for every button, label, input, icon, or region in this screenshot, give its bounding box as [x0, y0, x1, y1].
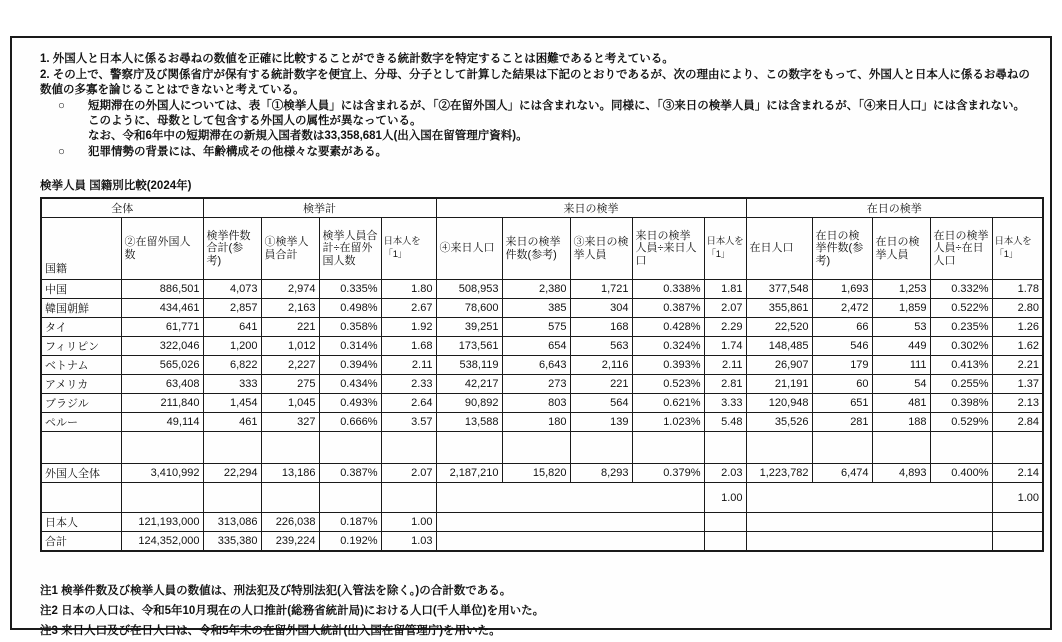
data-cell: 139 — [570, 413, 632, 432]
note-circle — [40, 99, 1040, 144]
data-cell: 538,119 — [436, 356, 502, 375]
empty-cell — [704, 432, 746, 464]
empty-cell — [436, 432, 502, 464]
data-cell: 377,548 — [746, 280, 812, 299]
data-cell: 0.621% — [632, 394, 704, 413]
data-cell: 886,501 — [121, 280, 203, 299]
data-cell: 2.03 — [704, 464, 746, 483]
data-cell: 188 — [872, 413, 930, 432]
baseline-value: 1.00 — [704, 483, 746, 513]
data-cell: 4,893 — [872, 464, 930, 483]
empty-cell — [812, 432, 872, 464]
column-header: 来日の検挙件数(参考) — [502, 218, 570, 280]
empty-cell — [746, 432, 812, 464]
data-cell: 333 — [203, 375, 261, 394]
empty-cell — [632, 432, 704, 464]
empty-cell — [203, 483, 261, 513]
data-cell: 313,086 — [203, 513, 261, 532]
data-cell: 15,820 — [502, 464, 570, 483]
row-label: 日本人 — [41, 513, 121, 532]
data-cell: 1.81 — [704, 280, 746, 299]
merged-empty-cell — [436, 513, 704, 532]
merged-empty-cell — [746, 483, 992, 513]
table-row — [41, 356, 1043, 375]
data-cell: 1.03 — [381, 532, 436, 552]
data-cell: 335,380 — [203, 532, 261, 552]
row-label: アメリカ — [41, 375, 121, 394]
note: 注1 検挙件数及び検挙人員の数値は、刑法犯及び特別法犯(入管法を除く。)の合計数である。 — [40, 585, 512, 597]
data-cell: 148,485 — [746, 337, 812, 356]
data-cell: 654 — [502, 337, 570, 356]
column-header: 日本人を「1」 — [381, 218, 436, 280]
data-cell: 0.335% — [319, 280, 381, 299]
data-cell: 173,561 — [436, 337, 502, 356]
table-row — [41, 532, 1043, 552]
data-cell: 2.80 — [992, 299, 1043, 318]
row-label: 中国 — [41, 280, 121, 299]
row-label: 韓国朝鮮 — [41, 299, 121, 318]
data-cell: 124,352,000 — [121, 532, 203, 552]
statistics-table — [40, 197, 1044, 552]
column-header: 検挙件数合計(参考) — [203, 218, 261, 280]
column-header: 在日人口 — [746, 218, 812, 280]
data-cell: 6,822 — [203, 356, 261, 375]
row-label: タイ — [41, 318, 121, 337]
data-cell: 0.324% — [632, 337, 704, 356]
empty-cell — [121, 483, 203, 513]
data-cell: 2,472 — [812, 299, 872, 318]
note-line: このように、母数として包含する外国人の属性が異なっている。 — [88, 115, 422, 127]
data-cell: 2.07 — [381, 464, 436, 483]
data-cell: 0.394% — [319, 356, 381, 375]
table-row — [41, 299, 1043, 318]
empty-cell — [502, 432, 570, 464]
data-cell: 546 — [812, 337, 872, 356]
empty-cell — [704, 513, 746, 532]
row-label: ペルー — [41, 413, 121, 432]
data-cell: 49,114 — [121, 413, 203, 432]
data-cell: 449 — [872, 337, 930, 356]
circle-marker: ○ — [58, 100, 65, 112]
column-header: ③来日の検挙人員 — [570, 218, 632, 280]
data-cell: 0.413% — [930, 356, 992, 375]
data-cell: 651 — [812, 394, 872, 413]
data-cell: 78,600 — [436, 299, 502, 318]
table-row — [41, 394, 1043, 413]
group-header: 全体 — [41, 198, 203, 218]
data-cell: 3,410,992 — [121, 464, 203, 483]
baseline-value: 1.00 — [992, 483, 1043, 513]
column-header: ④来日人口 — [436, 218, 502, 280]
data-cell: 0.393% — [632, 356, 704, 375]
data-cell: 63,408 — [121, 375, 203, 394]
merged-empty-cell — [436, 483, 704, 513]
merged-empty-cell — [746, 513, 992, 532]
table-row — [41, 318, 1043, 337]
empty-cell — [381, 432, 436, 464]
data-cell: 1,045 — [261, 394, 319, 413]
empty-cell — [992, 532, 1043, 552]
data-cell: 2,227 — [261, 356, 319, 375]
data-cell: 275 — [261, 375, 319, 394]
data-cell: 281 — [812, 413, 872, 432]
table-row — [41, 375, 1043, 394]
empty-cell — [704, 532, 746, 552]
group-header: 検挙計 — [203, 198, 436, 218]
data-cell: 2.11 — [381, 356, 436, 375]
top-notes — [40, 52, 1040, 160]
data-cell: 179 — [812, 356, 872, 375]
data-cell: 434,461 — [121, 299, 203, 318]
data-cell: 0.358% — [319, 318, 381, 337]
note: 2. その上で、警察庁及び関係省庁が保有する統計数字を便宜上、分母、分子として計算した結果は下記のとおりであるが、次の理由により、この数字をもって、外国人と日本人に係るお尋ねの数値の多寡を論じることはできないと考えている。 — [40, 69, 1030, 96]
data-cell: 0.400% — [930, 464, 992, 483]
data-cell: 0.522% — [930, 299, 992, 318]
data-cell: 226,038 — [261, 513, 319, 532]
data-cell: 565,026 — [121, 356, 203, 375]
table-row — [41, 413, 1043, 432]
empty-cell — [872, 432, 930, 464]
column-header: 国籍 — [41, 218, 121, 280]
data-cell: 5.48 — [704, 413, 746, 432]
empty-cell — [121, 432, 203, 464]
merged-empty-cell — [436, 532, 704, 552]
table-row — [41, 513, 1043, 532]
data-cell: 322,046 — [121, 337, 203, 356]
data-cell: 803 — [502, 394, 570, 413]
data-cell: 304 — [570, 299, 632, 318]
data-cell: 385 — [502, 299, 570, 318]
table-row — [41, 337, 1043, 356]
column-header: ①検挙人員合計 — [261, 218, 319, 280]
data-cell: 6,643 — [502, 356, 570, 375]
data-cell: 0.332% — [930, 280, 992, 299]
data-cell: 1.74 — [704, 337, 746, 356]
data-cell: 4,073 — [203, 280, 261, 299]
merged-empty-cell — [746, 532, 992, 552]
note-line: なお、令和6年中の短期滞在の新規入国者数は33,358,681人(出入国在留管理庁資料)。 — [88, 130, 528, 142]
data-cell: 0.338% — [632, 280, 704, 299]
data-cell: 641 — [203, 318, 261, 337]
data-cell: 2.13 — [992, 394, 1043, 413]
column-header: 日本人を「1」 — [992, 218, 1043, 280]
data-cell: 1.78 — [992, 280, 1043, 299]
data-cell: 508,953 — [436, 280, 502, 299]
column-header: 来日の検挙人員÷来日人口 — [632, 218, 704, 280]
data-cell: 3.33 — [704, 394, 746, 413]
data-cell: 13,186 — [261, 464, 319, 483]
note: 1. 外国人と日本人に係るお尋ねの数値を正確に比較することができる統計数字を特定することは困難であると考えている。 — [40, 53, 674, 65]
data-cell: 1,859 — [872, 299, 930, 318]
data-cell: 2,116 — [570, 356, 632, 375]
column-header: 在日の検挙人員÷在日人口 — [930, 218, 992, 280]
data-cell: 2,163 — [261, 299, 319, 318]
empty-cell — [41, 483, 121, 513]
empty-cell — [261, 483, 319, 513]
data-cell: 0.387% — [632, 299, 704, 318]
data-cell: 66 — [812, 318, 872, 337]
data-cell: 1.80 — [381, 280, 436, 299]
data-cell: 564 — [570, 394, 632, 413]
note-text — [88, 99, 1040, 144]
empty-cell — [570, 432, 632, 464]
data-cell: 355,861 — [746, 299, 812, 318]
data-cell: 273 — [502, 375, 570, 394]
data-cell: 22,520 — [746, 318, 812, 337]
data-cell: 0.493% — [319, 394, 381, 413]
data-cell: 0.314% — [319, 337, 381, 356]
data-cell: 22,294 — [203, 464, 261, 483]
data-cell: 1.023% — [632, 413, 704, 432]
circle-marker: ○ — [58, 146, 65, 158]
data-cell: 2.11 — [704, 356, 746, 375]
data-cell: 2,857 — [203, 299, 261, 318]
data-cell: 39,251 — [436, 318, 502, 337]
table-row — [41, 464, 1043, 483]
data-cell: 0.498% — [319, 299, 381, 318]
note: 注3 来日人口及び在日人口は、令和5年末の在留外国人統計(出入国在留管理庁)を用いた。 — [40, 625, 501, 637]
empty-cell — [319, 483, 381, 513]
data-cell: 21,191 — [746, 375, 812, 394]
data-cell: 211,840 — [121, 394, 203, 413]
data-cell: 26,907 — [746, 356, 812, 375]
data-cell: 0.255% — [930, 375, 992, 394]
data-cell: 1,721 — [570, 280, 632, 299]
column-header-row — [41, 218, 1043, 280]
column-header: 日本人を「1」 — [704, 218, 746, 280]
column-header: ②在留外国人数 — [121, 218, 203, 280]
data-cell: 0.379% — [632, 464, 704, 483]
data-cell: 0.428% — [632, 318, 704, 337]
data-cell: 2.81 — [704, 375, 746, 394]
data-cell: 0.387% — [319, 464, 381, 483]
data-cell: 35,526 — [746, 413, 812, 432]
empty-cell — [261, 432, 319, 464]
data-cell: 1,223,782 — [746, 464, 812, 483]
data-cell: 42,217 — [436, 375, 502, 394]
data-cell: 1.00 — [381, 513, 436, 532]
data-cell: 1.26 — [992, 318, 1043, 337]
group-header: 在日の検挙 — [746, 198, 1043, 218]
empty-cell — [41, 432, 121, 464]
data-cell: 1.37 — [992, 375, 1043, 394]
row-label: ベトナム — [41, 356, 121, 375]
data-cell: 1.68 — [381, 337, 436, 356]
data-cell: 1,693 — [812, 280, 872, 299]
column-header: 検挙人員合計÷在留外国人数 — [319, 218, 381, 280]
column-header: 在日の検挙件数(参考) — [812, 218, 872, 280]
group-header-row — [41, 198, 1043, 218]
data-cell: 121,193,000 — [121, 513, 203, 532]
data-cell: 0.192% — [319, 532, 381, 552]
data-cell: 0.187% — [319, 513, 381, 532]
spacer-row — [41, 432, 1043, 464]
data-cell: 90,892 — [436, 394, 502, 413]
data-cell: 53 — [872, 318, 930, 337]
data-cell: 1,454 — [203, 394, 261, 413]
scanned-document — [10, 36, 1052, 637]
data-cell: 0.434% — [319, 375, 381, 394]
data-cell: 239,224 — [261, 532, 319, 552]
data-cell: 563 — [570, 337, 632, 356]
data-cell: 0.398% — [930, 394, 992, 413]
empty-cell — [930, 432, 992, 464]
data-cell: 221 — [570, 375, 632, 394]
data-cell: 54 — [872, 375, 930, 394]
data-cell: 1,253 — [872, 280, 930, 299]
data-cell: 2.84 — [992, 413, 1043, 432]
data-cell: 481 — [872, 394, 930, 413]
data-cell: 1.92 — [381, 318, 436, 337]
data-cell: 111 — [872, 356, 930, 375]
row-label: ブラジル — [41, 394, 121, 413]
note-text — [88, 145, 1040, 160]
row-label: 外国人全体 — [41, 464, 121, 483]
data-cell: 2.07 — [704, 299, 746, 318]
note-circle — [40, 145, 1040, 160]
data-cell: 0.529% — [930, 413, 992, 432]
data-cell: 2.67 — [381, 299, 436, 318]
data-cell: 461 — [203, 413, 261, 432]
data-cell: 0.666% — [319, 413, 381, 432]
empty-cell — [992, 513, 1043, 532]
empty-cell — [992, 432, 1043, 464]
data-cell: 2.33 — [381, 375, 436, 394]
data-cell: 2,974 — [261, 280, 319, 299]
empty-cell — [203, 432, 261, 464]
column-header: 在日の検挙人員 — [872, 218, 930, 280]
data-cell: 0.235% — [930, 318, 992, 337]
data-cell: 6,474 — [812, 464, 872, 483]
data-cell: 1.62 — [992, 337, 1043, 356]
empty-cell — [319, 432, 381, 464]
note-line: 犯罪情勢の背景には、年齢構成その他様々な要素がある。 — [88, 146, 387, 158]
row-label: フィリピン — [41, 337, 121, 356]
data-cell: 168 — [570, 318, 632, 337]
data-cell: 0.523% — [632, 375, 704, 394]
data-cell: 2.64 — [381, 394, 436, 413]
group-header: 来日の検挙 — [436, 198, 746, 218]
data-cell: 327 — [261, 413, 319, 432]
data-cell: 575 — [502, 318, 570, 337]
note-line: 短期滞在の外国人については、表「①検挙人員」には含まれるが、「②在留外国人」には含まれない。同様に、「③来日の検挙人員」には含まれるが、「④来日人口」には含まれない。 — [88, 100, 1026, 112]
data-cell: 1,200 — [203, 337, 261, 356]
data-cell: 2.21 — [992, 356, 1043, 375]
data-cell: 180 — [502, 413, 570, 432]
data-cell: 1,012 — [261, 337, 319, 356]
note: 注2 日本の人口は、令和5年10月現在の人口推計(総務省統計局)における人口(千人単位)を用いた。 — [40, 605, 545, 617]
bottom-notes — [40, 582, 1040, 641]
data-cell: 3.57 — [381, 413, 436, 432]
table-row — [41, 280, 1043, 299]
data-cell: 60 — [812, 375, 872, 394]
data-cell: 221 — [261, 318, 319, 337]
data-cell: 13,588 — [436, 413, 502, 432]
data-cell: 2,187,210 — [436, 464, 502, 483]
row-label: 合計 — [41, 532, 121, 552]
data-cell: 8,293 — [570, 464, 632, 483]
baseline-row — [41, 483, 1043, 513]
data-cell: 61,771 — [121, 318, 203, 337]
table-title: 検挙人員 国籍別比較(2024年) — [40, 180, 192, 192]
data-cell: 2.14 — [992, 464, 1043, 483]
data-cell: 2.29 — [704, 318, 746, 337]
empty-cell — [381, 483, 436, 513]
data-cell: 0.302% — [930, 337, 992, 356]
data-cell: 120,948 — [746, 394, 812, 413]
data-cell: 2,380 — [502, 280, 570, 299]
